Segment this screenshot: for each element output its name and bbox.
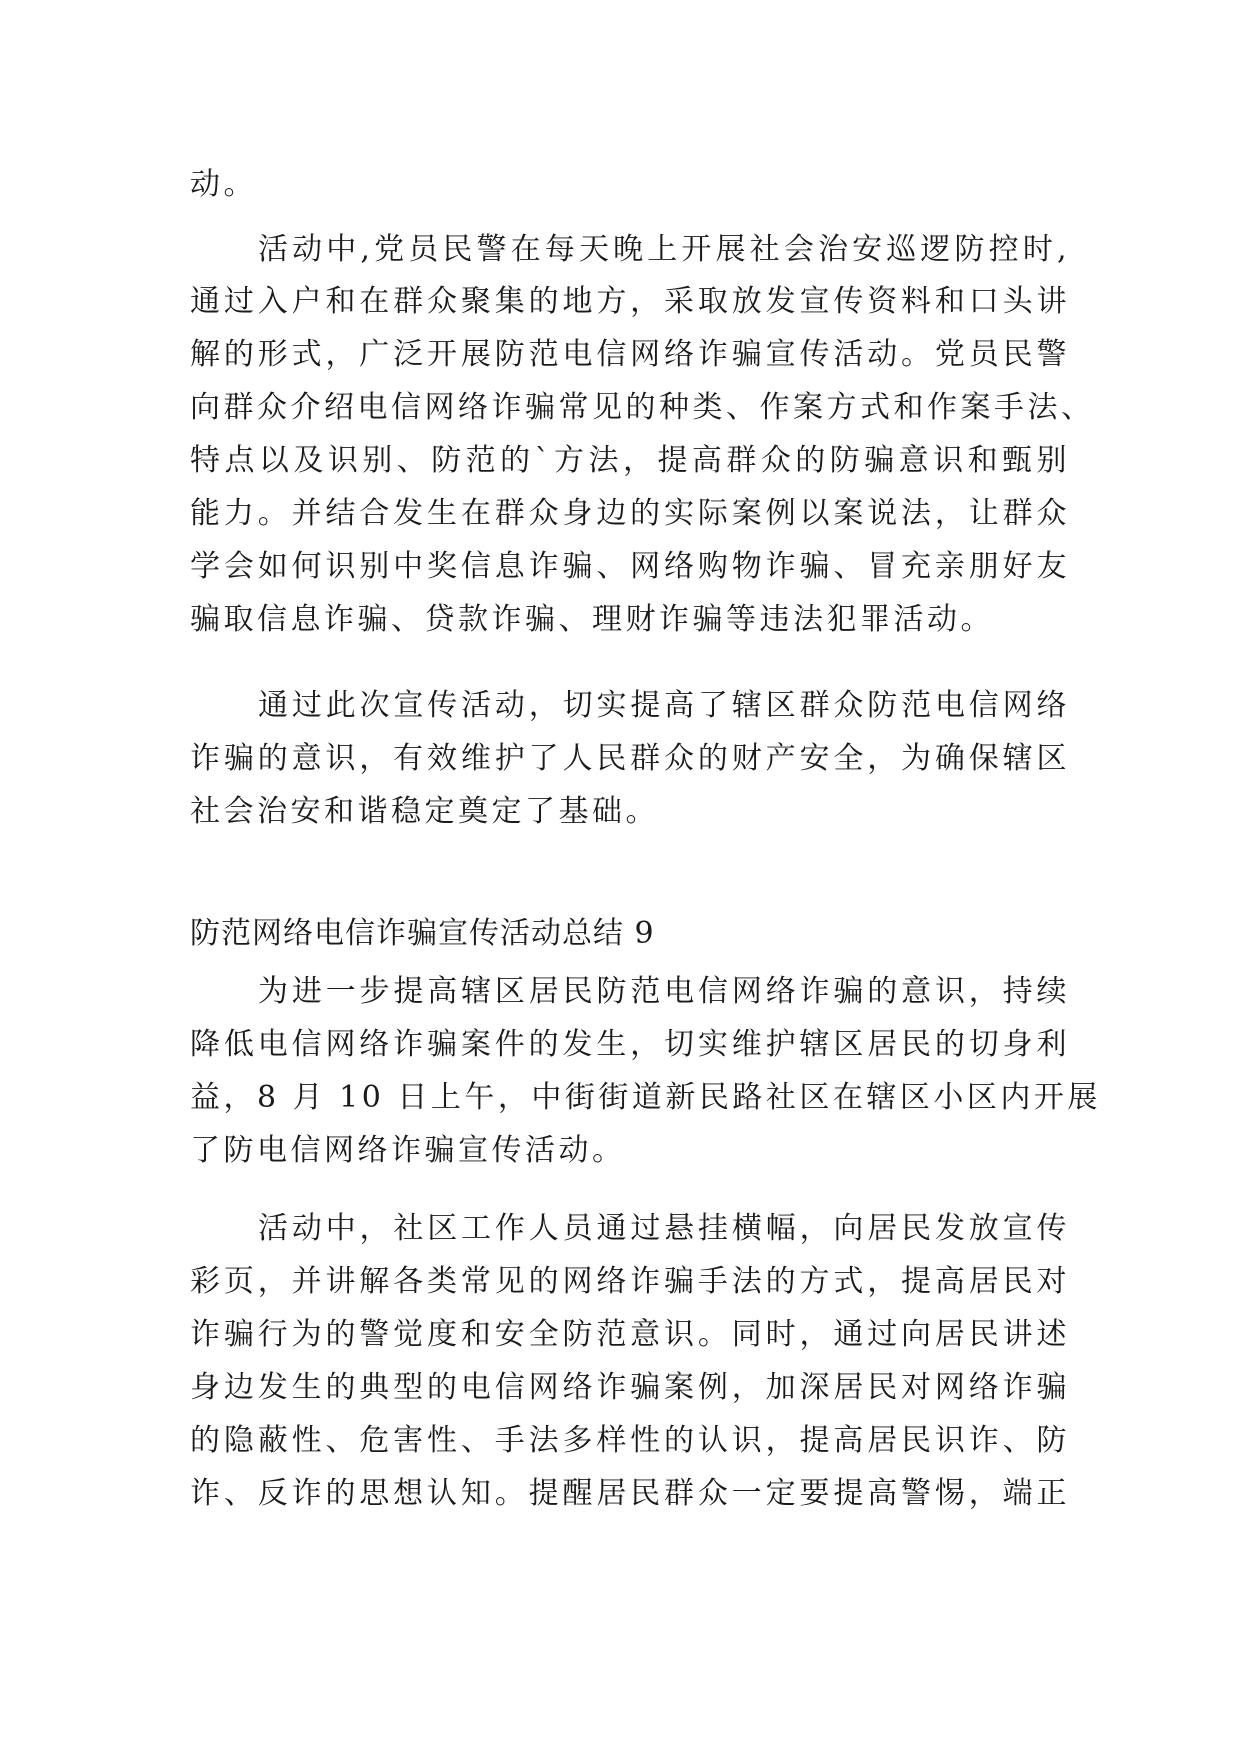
- paragraph-line: 社会治安和谐稳定奠定了基础。: [190, 794, 659, 829]
- paragraph-line: 能力。并结合发生在群众身边的实际案例以案说法，让群众: [190, 496, 1070, 531]
- paragraph-line: 通过入户和在群众聚集的地方，采取放发宣传资料和口头讲: [190, 284, 1070, 319]
- paragraph-line: 动。: [190, 167, 257, 202]
- paragraph-line: 向群众介绍电信网络诈骗常见的种类、作案方式和作案手法、: [190, 390, 1095, 425]
- paragraph-line: 通过此次宣传活动，切实提高了辖区群众防范电信网络: [258, 688, 1070, 723]
- section-heading: 防范网络电信诈骗宣传活动总结 9: [190, 916, 655, 951]
- paragraph-line: 益，8 月 10 日上午，中街街道新民路社区在辖区小区内开展: [190, 1080, 1101, 1115]
- paragraph-line: 彩页，并讲解各类常见的网络诈骗手法的方式，提高居民对: [190, 1264, 1070, 1299]
- paragraph-line: 诈骗的意识，有效维护了人民群众的财产安全，为确保辖区: [190, 741, 1070, 776]
- paragraph-line: 降低电信网络诈骗案件的发生，切实维护辖区居民的切身利: [190, 1027, 1070, 1062]
- paragraph-line: 的隐蔽性、危害性、手法多样性的认识，提高居民识诈、防: [190, 1423, 1070, 1458]
- paragraph-line: 学会如何识别中奖信息诈骗、网络购物诈骗、冒充亲朋好友: [190, 549, 1070, 584]
- paragraph-line: 诈、反诈的思想认知。提醒居民群众一定要提高警惕，端正: [190, 1476, 1070, 1511]
- paragraph-line: 活动中,党员民警在每天晚上开展社会治安巡逻防控时,: [258, 232, 1070, 267]
- paragraph-line: 了防电信网络诈骗宣传活动。: [190, 1133, 626, 1168]
- paragraph-line: 解的形式，广泛开展防范电信网络诈骗宣传活动。党员民警: [190, 337, 1070, 372]
- paragraph-line: 为进一步提高辖区居民防范电信网络诈骗的意识，持续: [258, 974, 1070, 1009]
- paragraph-line: 特点以及识别、防范的`方法，提高群众的防骗意识和甄别: [190, 443, 1070, 478]
- paragraph-line: 诈骗行为的警觉度和安全防范意识。同时，通过向居民讲述: [190, 1317, 1070, 1352]
- paragraph-line: 骗取信息诈骗、贷款诈骗、理财诈骗等违法犯罪活动。: [190, 602, 994, 637]
- paragraph-line: 身边发生的典型的电信网络诈骗案例，加深居民对网络诈骗: [190, 1370, 1070, 1405]
- paragraph-line: 活动中，社区工作人员通过悬挂横幅，向居民发放宣传: [258, 1211, 1070, 1246]
